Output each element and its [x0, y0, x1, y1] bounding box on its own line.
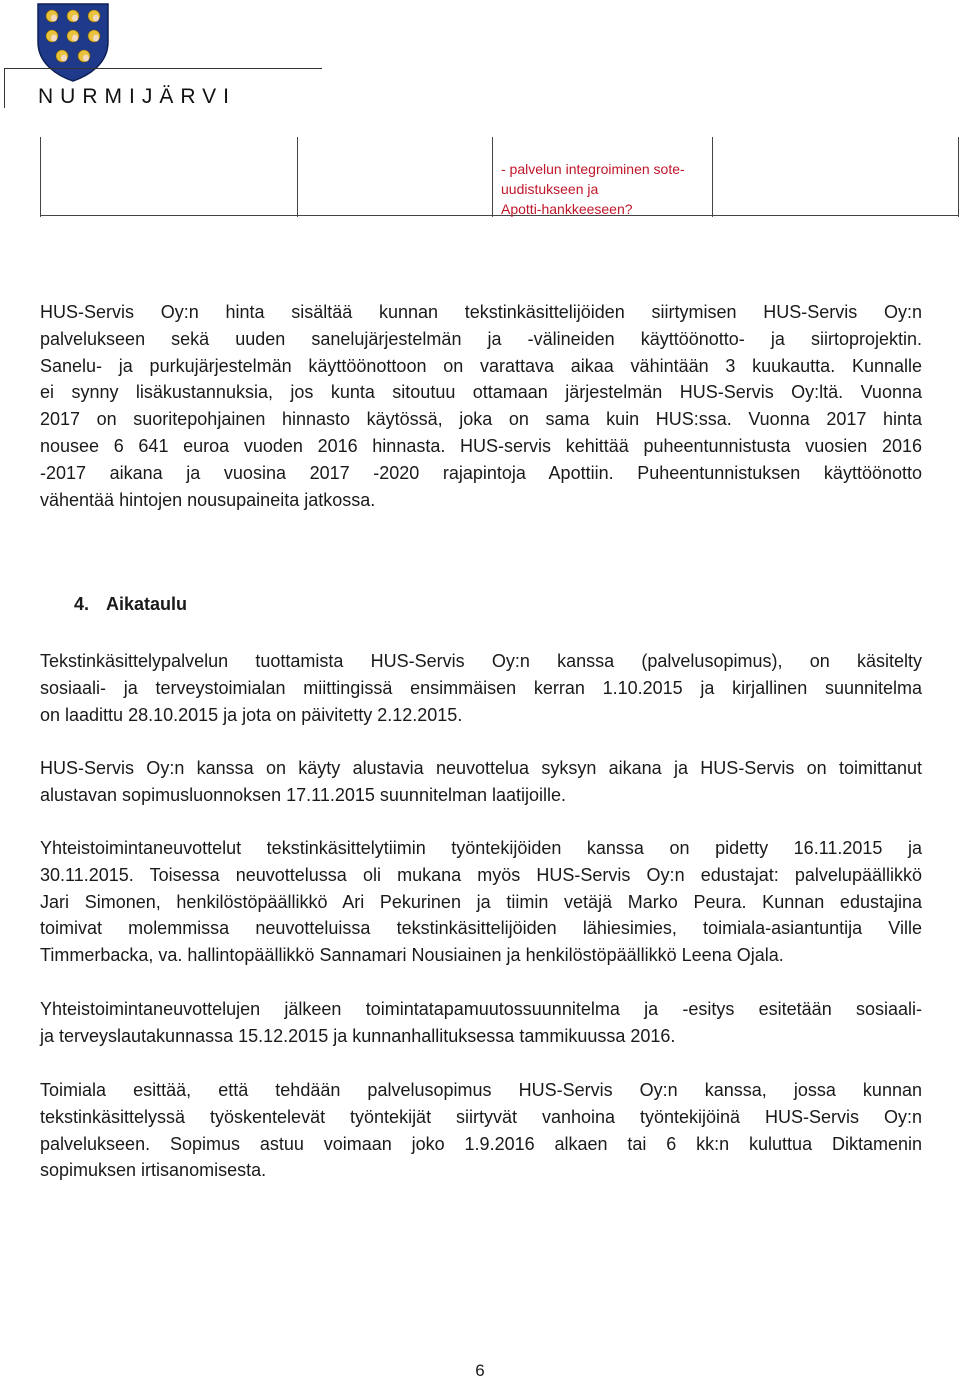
paragraph-line: HUS-Servis Oy:n kanssa on käyty alustavia neuvottelua syksyn aikana ja HUS-Servis on toimittanut	[40, 758, 922, 778]
logo-wordmark: NURMIJÄRVI	[38, 85, 236, 108]
table-col-border	[958, 137, 959, 217]
paragraph-line: ei synny lisäkustannuksia, jos kunta sitoutuu ottamaan järjestelmän HUS-Servis Oy:ltä. Vuonna	[40, 382, 922, 403]
paragraph-proposal	[40, 1077, 922, 1184]
paragraph-line: -2017 aikana ja vuosina 2017 -2020 rajapintoja Apottiin. Puheentunnistuksen käyttöönotto	[40, 462, 922, 483]
section-number: 4.	[74, 594, 90, 614]
paragraph-line: Sanelu- ja purkujärjestelmän käyttöönottoon on varattava aikaa vähintään 3 kuukautta. Kunnalle	[40, 355, 922, 376]
paragraph-cooperation	[40, 835, 922, 969]
paragraph-line: 30.11.2015. Toisessa neuvottelussa oli mukana myös HUS-Servis Oy:n edustajat: palvelupäällikkö	[40, 864, 922, 885]
table-bottom-border	[40, 215, 959, 216]
paragraph-line: Tekstinkäsittelypalvelun tuottamista HUS-Servis Oy:n kanssa (palvelusopimus), on käsitelty	[40, 651, 922, 671]
paragraph-line: Timmerbacka, va. hallintopäällikkö Sannamari Nousiainen ja henkilöstöpäällikkö Leena Ojala.	[40, 945, 784, 966]
table-col-border	[297, 137, 298, 217]
paragraph-line: vähentää hintojen nousupaineita jatkossa.	[40, 489, 376, 510]
paragraph-line: alustavan sopimusluonnoksen 17.11.2015 suunnitelman laatijoille.	[40, 784, 567, 805]
paragraph-line: nousee 6 641 euroa vuoden 2016 hinnasta. HUS-servis kehittää puheentunnistusta vuosien 2016	[40, 435, 922, 456]
table-fragment	[40, 137, 959, 217]
paragraph-line: palvelukseen sekä uuden sanelujärjestelmän ja -välineiden käyttöönotto- ja siirtoprojektin.	[40, 328, 922, 349]
paragraph-negotiations	[40, 755, 922, 809]
paragraph-pricing	[40, 299, 922, 513]
header-rule-vertical	[4, 68, 5, 108]
paragraph-line: ja terveyslautakunnassa 15.12.2015 ja kunnanhallituksessa tammikuussa 2016.	[40, 1025, 676, 1046]
table-col-border	[712, 137, 713, 217]
header-rule	[4, 68, 322, 69]
table-cell-line: uudistukseen ja	[501, 181, 599, 197]
nurmijarvi-coat-of-arms-icon	[36, 2, 110, 82]
paragraph-next-steps	[40, 996, 922, 1050]
table-col-border	[40, 137, 41, 217]
paragraph-line: tekstinkäsittelyssä työskentelevät työntekijät siirtyvät vanhoina työntekijöinä HUS-Servis Oy:n	[40, 1106, 922, 1127]
table-cell-line: - palvelun integroiminen sote-	[501, 161, 685, 177]
table-cell-text	[501, 159, 711, 219]
paragraph-line: Toimiala esittää, että tehdään palvelusopimus HUS-Servis Oy:n kanssa, jossa kunnan	[40, 1080, 922, 1100]
page-number: 6	[475, 1361, 485, 1380]
paragraph-line: 2017 on suoritepohjainen hinnasto käytössä, joka on sama kuin HUS:ssa. Vuonna 2017 hinta	[40, 409, 922, 430]
table-cell-line: Apotti-hankkeeseen?	[501, 201, 633, 217]
paragraph-line: Yhteistoimintaneuvottelut tekstinkäsittelytiimin työntekijöiden kanssa on pidetty 16.11.2015 ja	[40, 838, 922, 858]
paragraph-line: toimivat molemmissa neuvotteluissa tekstinkäsittelijöiden lähiesimies, toimiala-asiantuntija Ville	[40, 918, 922, 939]
section-heading	[74, 594, 187, 615]
paragraph-line: sosiaali- ja terveystoimialan miittingissä ensimmäisen kerran 1.10.2015 ja kirjallinen suunnitelma	[40, 677, 922, 698]
paragraph-line: palvelukseen. Sopimus astuu voimaan joko 1.9.2016 alkaen tai 6 kk:n kuluttua Diktamenin	[40, 1133, 922, 1154]
paragraph-schedule-intro	[40, 648, 922, 728]
section-title: Aikataulu	[106, 594, 188, 614]
paragraph-line: Yhteistoimintaneuvottelujen jälkeen toimintatapamuutossuunnitelma ja -esitys esitetään sosiaali-	[40, 999, 922, 1019]
paragraph-line: sopimuksen irtisanomisesta.	[40, 1160, 267, 1181]
paragraph-line: Jari Simonen, henkilöstöpäällikkö Ari Pekurinen ja tiimin vetäjä Marko Peura. Kunnan edustajina	[40, 891, 922, 912]
table-col-border	[492, 137, 493, 217]
paragraph-line: HUS-Servis Oy:n hinta sisältää kunnan tekstinkäsittelijöiden siirtymisen HUS-Servis Oy:n	[40, 302, 922, 322]
paragraph-line: on laadittu 28.10.2015 ja jota on päivitetty 2.12.2015.	[40, 704, 463, 725]
